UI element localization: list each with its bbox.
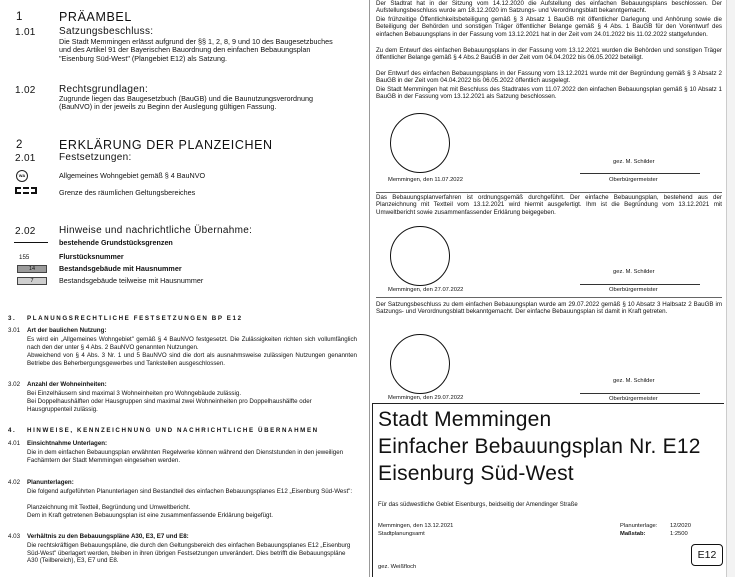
title-plan-number: Einfacher Bebauungsplan Nr. E12 bbox=[378, 435, 701, 458]
section-301-title: Art der baulichen Nutzung: bbox=[27, 327, 107, 334]
section-301-number: 3.01 bbox=[8, 327, 21, 334]
procedure-agency-participation: Zu dem Entwurf des einfachen Bebauungsplans in der Fassung vom 13.12.2021 wurden die Behörden und sonstigen Träger öffentlicher Belange gemäß § 4 Abs.2 BauGB in der Zeit vom 04.04.2022 bis 06.05.2022 beteiligt. bbox=[376, 47, 722, 62]
section-402-number: 4.02 bbox=[8, 479, 21, 486]
section-301-para2: Abweichend von § 4 Abs. 3 Nr. 1 und 5 BauNVO sind die dort als ausnahmsweise zulässigen Nutzungen genannten Betriebe des Beherbergungsgewerbes und Tankstellen ausgeschlossen. bbox=[27, 352, 357, 367]
sig3-place-date: Memmingen, den 29.07.2022 bbox=[388, 395, 464, 401]
legend-boundary-label: Grenze des räumlichen Geltungsbereiches bbox=[59, 188, 196, 197]
seal-circle-1 bbox=[390, 113, 450, 173]
sig3-line bbox=[580, 393, 700, 394]
parcel-number-sample: 155 bbox=[19, 254, 30, 261]
section-3-title: PLANUNGSRECHTLICHE FESTSETZUNGEN BP E12 bbox=[27, 315, 243, 322]
title-subtitle: Für das südwestliche Gebiet Eisenburgs, beidseitig der Amendinger Straße bbox=[378, 502, 578, 508]
section-302-title: Anzahl der Wohneinheiten: bbox=[27, 381, 107, 388]
procedure-public-display: Der Entwurf des einfachen Bebauungsplans in der Fassung vom 13.12.2021 wurde mit der Begründung gemäß § 3 Absatz 2 BauGB in der Zeit vom 04.04.2022 bis 06.05.2022 öffentlich ausgelegt. bbox=[376, 70, 722, 85]
sig2-line bbox=[580, 284, 700, 285]
section-302-para2: Bei Doppelhaushälften oder Hausgruppen sind maximal zwei Wohneinheiten pro Doppelhaushälfte oder Hausgruppenteil zulässig. bbox=[27, 398, 312, 413]
section-302-para1: Bei Einzelhäusern sind maximal 3 Wohneinheiten pro Wohngebäude zulässig. bbox=[27, 390, 242, 397]
title-place-date: Memmingen, den 13.12.2021 bbox=[378, 523, 454, 529]
sheet-edge bbox=[726, 0, 735, 577]
title-office: Stadtplanungsamt bbox=[378, 531, 425, 537]
building-icon: 14 bbox=[17, 265, 47, 273]
partial-building-icon: 7 bbox=[17, 277, 47, 285]
plan-id-badge: E12 bbox=[691, 544, 723, 566]
sig1-role: Oberbürgermeister bbox=[609, 177, 658, 183]
scale-label: Maßstab: bbox=[620, 531, 646, 537]
section-102-title: Rechtsgrundlagen: bbox=[59, 84, 149, 95]
section-402-para1: Die folgend aufgeführten Planunterlagen sind Bestandteil des einfachen Bebauungsplanes E12 „Eisenburg Süd-West": bbox=[27, 488, 353, 495]
procedure-intro: Der Stadtrat hat in der Sitzung vom 14.12.2020 die Aufstellung des einfachen Bebauungsplans beschlossen. Der Aufstellungsbeschluss wurde am 18.12.2020 im Satzungs- und Verordnungsblatt bekanntgemacht. bbox=[376, 0, 722, 15]
column-divider bbox=[369, 0, 370, 577]
scale-value: 1:2500 bbox=[670, 531, 688, 537]
procedure-early-participation: Die frühzeitige Öffentlichkeitsbeteiligung gemäß § 3 Absatz 1 BauGB mit öffentlicher Darlegung und Anhörung sowie die Beteiligung der Behörden und sonstigen Träger öffentlicher Belange gemäß § 4 Abs. 1 BauGB für den Vorentwurf des einfachen Bebauungsplans in der Fassung vom 13.12.2021 hat in der Zeit vom 24.01.2022 bis 11.02.2022 stattgefunden. bbox=[376, 16, 722, 38]
legend-parcel-number-label: Flurstücksnummer bbox=[59, 252, 124, 261]
section-403-number: 4.03 bbox=[8, 533, 21, 540]
sig1-place-date: Memmingen, den 11.07.2022 bbox=[388, 177, 463, 183]
divider-2 bbox=[376, 297, 722, 298]
title-city: Stadt Memmingen bbox=[378, 408, 552, 431]
sig3-name: gez. M. Schilder bbox=[613, 378, 655, 384]
section-4-number: 4. bbox=[8, 427, 17, 434]
sig2-name: gez. M. Schilder bbox=[613, 269, 655, 275]
divider-1 bbox=[376, 192, 722, 193]
section-102-number: 1.02 bbox=[15, 85, 36, 96]
sig3-role: Oberbürgermeister bbox=[609, 396, 658, 402]
section-402-para2: Planzeichnung mit Textteil, Begründung und Umweltbericht. bbox=[27, 504, 191, 511]
section-401-para: Die in dem einfachen Bebauungsplan erwähnten Regelwerke können während den Dienststunden in den jeweiligen Fachämtern der Stadt Memmingen eingesehen werden. bbox=[27, 449, 344, 464]
wa-zone-icon: WA bbox=[16, 170, 28, 182]
procedure-publication: Der Satzungsbeschluss zu dem einfachen Bebauungsplan wurde am 29.07.2022 gemäß § 10 Absatz 3 Halbsatz 2 BauGB im Satzungs- und Verordnungsblatt bekanntgemacht. Der einfache Bebauungsplan ist damit in Kraft getreten. bbox=[376, 301, 722, 316]
section-401-title: Einsichtnahme Unterlagen: bbox=[27, 440, 108, 447]
section-101-body: Die Stadt Memmingen erlässt aufgrund der §§ 1, 2, 8, 9 und 10 des Baugesetzbuches und des Artikel 91 der Bayerischen Bauordnung den einfachen Bebauungsplan "Eisenburg Süd-West" (Plangebiet E12) als Satzung. bbox=[59, 37, 333, 63]
section-402-title: Planunterlagen: bbox=[27, 479, 74, 486]
legend-partial-building-label: Bestandsgebäude teilweise mit Hausnummer bbox=[59, 276, 204, 285]
section-1-number: 1 bbox=[16, 11, 23, 23]
section-101-number: 1.01 bbox=[15, 27, 36, 38]
section-4-title: HINWEISE, KENNZEICHNUNG UND NACHRICHTLICHE ÜBERNAHMEN bbox=[27, 427, 319, 434]
title-signer: gez. Weißfloch bbox=[378, 564, 417, 570]
section-3-number: 3. bbox=[8, 315, 17, 322]
parcel-line-icon bbox=[14, 242, 48, 243]
section-2-number: 2 bbox=[16, 139, 23, 151]
section-201-number: 2.01 bbox=[15, 153, 36, 164]
legend-parcel-label: bestehende Grundstücksgrenzen bbox=[59, 238, 173, 247]
legend-wa-label: Allgemeines Wohngebiet gemäß § 4 BauNVO bbox=[59, 171, 206, 180]
title-area-name: Eisenburg Süd-West bbox=[378, 462, 574, 485]
sig2-role: Oberbürgermeister bbox=[609, 287, 658, 293]
section-403-para: Die rechtskräftigen Bebauungspläne, die durch den Geltungsbereich des einfachen Bebauungsplanes E12 „Eisenburg Süd-West" überlagert werden, bleiben in ihren übrigen Festsetzungen unverändert. Dies betrifft die Bebauungspläne A30 (Teilbereich), E3, E7 und E8. bbox=[27, 542, 351, 565]
boundary-line-icon bbox=[15, 187, 37, 194]
section-202-title: Hinweise und nachrichtliche Übernahme: bbox=[59, 225, 253, 236]
section-202-number: 2.02 bbox=[15, 226, 36, 237]
section-2-title: ERKLÄRUNG DER PLANZEICHEN bbox=[59, 138, 273, 152]
seal-circle-3 bbox=[390, 334, 450, 394]
procedure-resolution: Die Stadt Memmingen hat mit Beschluss des Stadtrates vom 11.07.2022 den einfachen Bebauungsplan gemäß § 10 Absatz 1 BauGB in der Fassung vom 13.12.2021 als Satzung beschlossen. bbox=[376, 86, 722, 101]
section-301-para1: Es wird ein „Allgemeines Wohngebiet" gemäß § 4 BauNVO festgesetzt. Die Zulässigkeiten richten sich vollumfänglich nach den der unter § 4 Abs. 2 BauNVO genannten Nutzungen. bbox=[27, 336, 357, 351]
plan-base-label: Planunterlage: bbox=[620, 523, 658, 529]
section-302-number: 3.02 bbox=[8, 381, 21, 388]
section-1-title: PRÄAMBEL bbox=[59, 10, 132, 24]
section-403-title: Verhältnis zu den Bebauungspläne A30, E3, E7 und E8: bbox=[27, 533, 189, 540]
title-block bbox=[372, 403, 724, 577]
section-101-title: Satzungsbeschluss: bbox=[59, 26, 154, 37]
section-201-title: Festsetzungen: bbox=[59, 152, 132, 163]
legend-building-label: Bestandsgebäude mit Hausnummer bbox=[59, 264, 182, 273]
procedure-execution: Das Bebauungsplanverfahren ist ordnungsgemäß durchgeführt. Der einfache Bebauungsplan, bestehend aus der Planzeichnung mit Textteil vom 13.12.2021 wird hiermit ausgefertigt. Ihm ist die Begründung vom 13.12.2021 mit Umweltbericht sowie zusammenfassender Erklärung beigegeben. bbox=[376, 194, 722, 216]
seal-circle-2 bbox=[390, 226, 450, 286]
section-401-number: 4.01 bbox=[8, 440, 21, 447]
sig2-place-date: Memmingen, den 27.07.2022 bbox=[388, 287, 464, 293]
plan-base-value: 12/2020 bbox=[670, 523, 691, 529]
sig1-name: gez. M. Schilder bbox=[613, 159, 655, 165]
section-102-body: Zugrunde liegen das Baugesetzbuch (BauGB) und die Baunutzungsverordnung (BauNVO) in der jeweils zu Beginn der Auslegung gültigen Fassung. bbox=[59, 94, 313, 112]
section-402-para3: Dem in Kraft getretenen Bebauungsplan ist eine zusammenfassende Erklärung beigefügt. bbox=[27, 512, 273, 519]
sig1-line bbox=[580, 173, 700, 174]
